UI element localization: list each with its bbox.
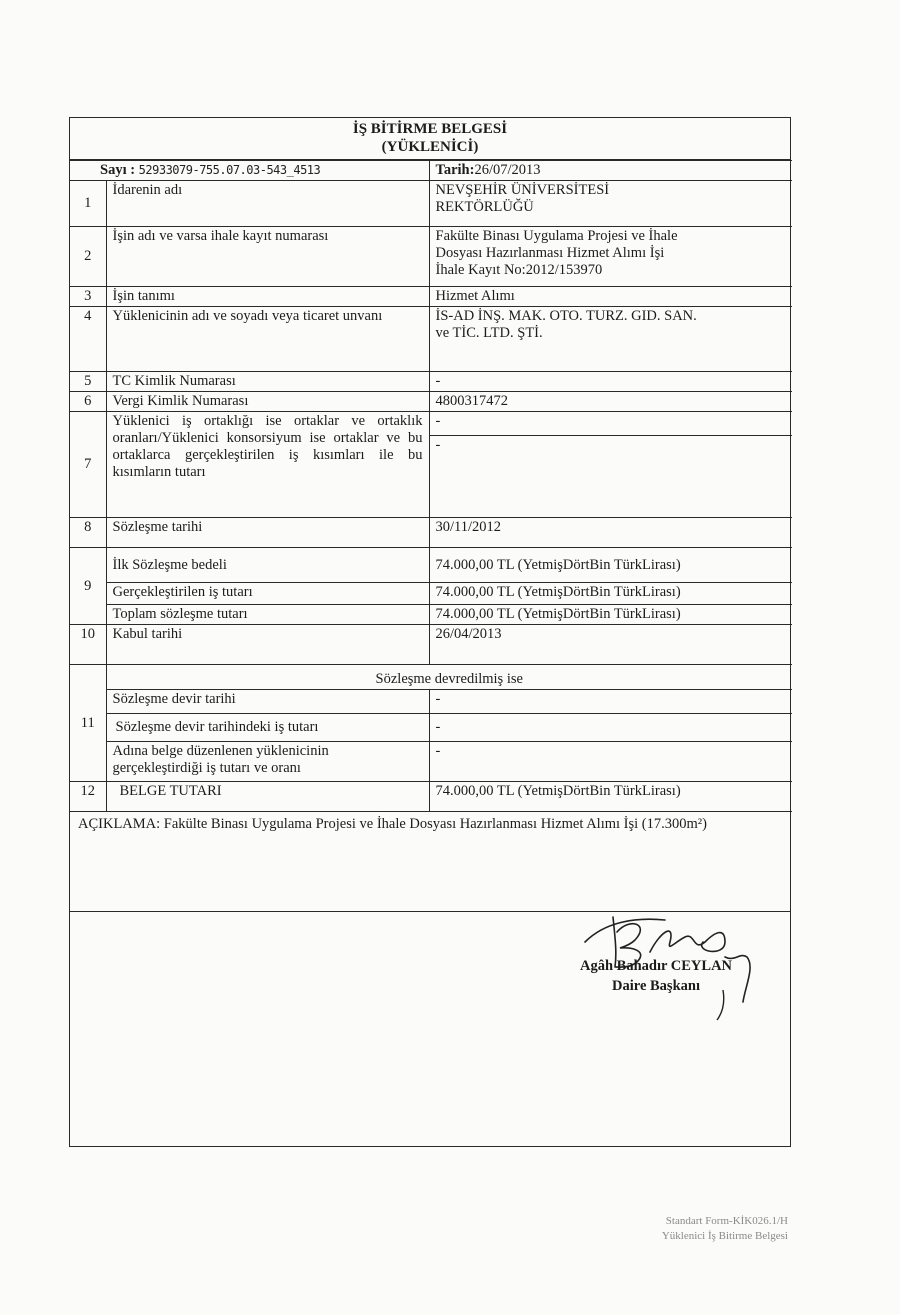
row-label: TC Kimlik Numarası — [106, 372, 429, 392]
row-label: Kabul tarihi — [106, 625, 429, 665]
row-label: İşin tanımı — [106, 287, 429, 307]
row-label: Yüklenici iş ortaklığı ise ortaklar ve ortaklık oranları/Yüklenici konsorsiyum ise ortaklar ve bu ortaklarca gerçekleştirilen iş kısımları ile bu kısımların tutarı — [106, 412, 429, 518]
value-line: Dosyası Hazırlanması Hizmet Alımı İşi — [435, 245, 665, 261]
row-label: İşin adı ve varsa ihale kayıt numarası — [106, 227, 429, 287]
table-row — [70, 665, 792, 690]
signer-name: Agâh Bahadır CEYLAN — [580, 958, 733, 974]
row-label: İlk Sözleşme bedeli — [106, 548, 429, 583]
row-value: 30/11/2012 — [429, 518, 792, 548]
row-label: Gerçekleştirilen iş tutarı — [106, 583, 429, 605]
table-row — [70, 287, 792, 307]
signer-block — [580, 956, 732, 996]
title-block — [70, 118, 790, 160]
row-label: Toplam sözleşme tutarı — [106, 605, 429, 625]
footer-form-code: Standart Form-KİK026.1/H — [665, 1215, 788, 1227]
row-number: 1 — [70, 181, 106, 227]
row-number: 11 — [70, 665, 106, 782]
table-row — [70, 307, 792, 372]
row-number: 9 — [70, 548, 106, 625]
form-footer — [662, 1214, 788, 1244]
row-value: - — [429, 436, 792, 518]
row-value: 4800317472 — [429, 392, 792, 412]
sayi-value: 52933079-755.07.03-543_4513 — [138, 163, 321, 177]
sayi-label: Sayı : — [100, 162, 136, 178]
table-row — [70, 548, 792, 583]
row-label: Yüklenicinin adı ve soyadı veya ticaret unvanı — [106, 307, 429, 372]
value-line: İhale Kayıt No:2012/153970 — [435, 262, 603, 278]
row-value — [429, 181, 792, 227]
table-row — [70, 742, 792, 782]
table-row — [70, 583, 792, 605]
row-label: İdarenin adı — [106, 181, 429, 227]
section-heading: Sözleşme devredilmiş ise — [106, 665, 792, 690]
table-row — [70, 714, 792, 742]
table-row — [70, 181, 792, 227]
table-row — [70, 518, 792, 548]
row-value — [429, 227, 792, 287]
row-label: Sözleşme devir tarihi — [106, 690, 429, 714]
table-row — [70, 690, 792, 714]
value-line: NEVŞEHİR ÜNİVERSİTESİ — [435, 182, 610, 198]
row-label: Adına belge düzenlenen yüklenicinin gerçekleştirdiği iş tutarı ve oranı — [106, 742, 429, 782]
row-label: Vergi Kimlik Numarası — [106, 392, 429, 412]
row-number: 2 — [70, 227, 106, 287]
row-value: - — [429, 412, 792, 436]
row-value: - — [429, 742, 792, 782]
row-number: 4 — [70, 307, 106, 372]
row-number: 8 — [70, 518, 106, 548]
row-number: 12 — [70, 782, 106, 812]
value-line: Fakülte Binası Uygulama Projesi ve İhale — [435, 228, 678, 244]
row-number: 5 — [70, 372, 106, 392]
form-table — [70, 160, 792, 812]
value-line: ve TİC. LTD. ŞTİ. — [435, 325, 543, 341]
document-subtitle: (YÜKLENİCİ) — [381, 139, 479, 155]
table-row — [70, 372, 792, 392]
row-number: 7 — [70, 412, 106, 518]
row-value: - — [429, 690, 792, 714]
tarih-cell — [429, 161, 792, 181]
footer-form-name: Yüklenici İş Bitirme Belgesi — [661, 1230, 788, 1242]
row-number: 10 — [70, 625, 106, 665]
value-line: REKTÖRLÜĞÜ — [435, 199, 534, 215]
table-row — [70, 605, 792, 625]
table-row — [70, 392, 792, 412]
document-title: İŞ BİTİRME BELGESİ — [352, 121, 508, 137]
tarih-value: 26/07/2013 — [474, 162, 541, 178]
row-label: Sözleşme devir tarihindeki iş tutarı — [106, 714, 429, 742]
row-label: BELGE TUTARI — [106, 782, 429, 812]
table-row — [70, 782, 792, 812]
value-line: İS-AD İNŞ. MAK. OTO. TURZ. GID. SAN. — [435, 308, 697, 324]
aciklama-note: AÇIKLAMA: Fakülte Binası Uygulama Projesi ve İhale Dosyası Hazırlanması Hizmet Alımı İşi (17.300m²) — [70, 812, 790, 912]
row-value: 74.000,00 TL (YetmişDörtBin TürkLirası) — [429, 782, 792, 812]
sayi-cell — [70, 161, 429, 181]
certificate-form — [69, 117, 791, 1147]
row-number: 3 — [70, 287, 106, 307]
row-label: Sözleşme tarihi — [106, 518, 429, 548]
row-value: - — [429, 372, 792, 392]
row-value: 74.000,00 TL (YetmişDörtBin TürkLirası) — [429, 605, 792, 625]
signature-area — [70, 912, 790, 1112]
row-value — [429, 307, 792, 372]
table-row — [70, 625, 792, 665]
row-value: 74.000,00 TL (YetmişDörtBin TürkLirası) — [429, 583, 792, 605]
row-value: 74.000,00 TL (YetmişDörtBin TürkLirası) — [429, 548, 792, 583]
header-row — [70, 161, 792, 181]
row-value: 26/04/2013 — [429, 625, 792, 665]
row-value: Hizmet Alımı — [429, 287, 792, 307]
table-row — [70, 412, 792, 436]
tarih-label: Tarih: — [435, 162, 475, 178]
row-number: 6 — [70, 392, 106, 412]
table-row — [70, 227, 792, 287]
row-value: - — [429, 714, 792, 742]
signer-title: Daire Başkanı — [612, 978, 700, 994]
